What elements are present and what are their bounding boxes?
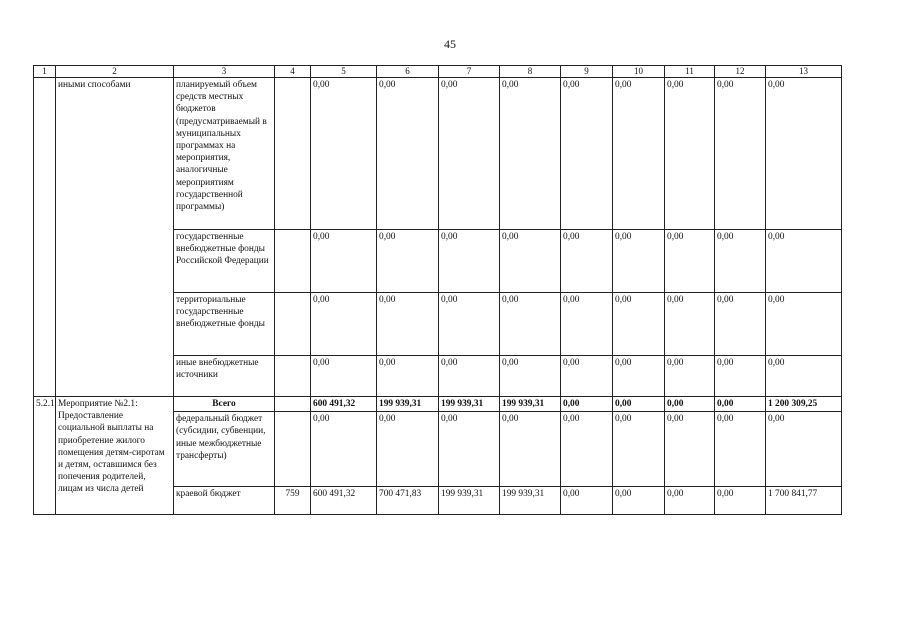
- value-cell: 0,00: [766, 293, 842, 356]
- value-cell: 0,00: [613, 356, 665, 397]
- value-cell: 0,00: [561, 412, 613, 487]
- value-cell: 199 939,31: [377, 397, 439, 412]
- value-cell: 0,00: [613, 78, 665, 230]
- source-cell-total: Всего: [174, 397, 275, 412]
- value-cell: 199 939,31: [500, 487, 561, 515]
- value-cell: 0,00: [613, 230, 665, 293]
- row-number-cell: 5.2.1: [34, 397, 56, 515]
- row-number-cell: [34, 78, 56, 397]
- value-cell: 0,00: [377, 230, 439, 293]
- code-cell: [275, 356, 311, 397]
- col-header: 8: [500, 66, 561, 78]
- value-cell: 0,00: [715, 356, 766, 397]
- value-cell: 0,00: [311, 78, 377, 230]
- value-cell: 0,00: [766, 230, 842, 293]
- value-cell: 0,00: [665, 487, 715, 515]
- value-cell: 0,00: [377, 412, 439, 487]
- source-cell: краевой бюджет: [174, 487, 275, 515]
- value-cell: 0,00: [766, 412, 842, 487]
- table-row-total: [34, 397, 842, 412]
- table-header-row: [34, 66, 842, 78]
- value-cell: 199 939,31: [439, 487, 500, 515]
- value-cell: 0,00: [665, 412, 715, 487]
- source-cell: федеральный бюджет (субсидии, субвенции, иные межбюджетные трансферты): [174, 412, 275, 487]
- code-cell: [275, 397, 311, 412]
- value-cell: 600 491,32: [311, 487, 377, 515]
- value-cell: 0,00: [439, 412, 500, 487]
- value-cell: 0,00: [665, 78, 715, 230]
- table-row: [34, 78, 842, 230]
- value-cell: 0,00: [715, 397, 766, 412]
- source-cell: территориальные государственные внебюджетные фонды: [174, 293, 275, 356]
- code-cell: [275, 78, 311, 230]
- value-cell: 0,00: [377, 356, 439, 397]
- value-cell: 0,00: [715, 293, 766, 356]
- value-cell: 0,00: [439, 230, 500, 293]
- value-cell: 0,00: [439, 78, 500, 230]
- code-cell: [275, 412, 311, 487]
- measure-name-cell: иными способами: [56, 78, 174, 397]
- code-cell: [275, 293, 311, 356]
- col-header: 3: [174, 66, 275, 78]
- value-cell: 0,00: [439, 293, 500, 356]
- value-cell: 0,00: [500, 356, 561, 397]
- col-header: 12: [715, 66, 766, 78]
- value-cell: 0,00: [377, 78, 439, 230]
- value-cell: 0,00: [311, 412, 377, 487]
- col-header: 7: [439, 66, 500, 78]
- value-cell: 0,00: [766, 78, 842, 230]
- value-cell: 0,00: [613, 487, 665, 515]
- value-cell: 0,00: [500, 78, 561, 230]
- col-header: 10: [613, 66, 665, 78]
- value-cell: 0,00: [377, 293, 439, 356]
- page-number: 45: [444, 37, 456, 51]
- col-header: 9: [561, 66, 613, 78]
- value-cell: 0,00: [766, 356, 842, 397]
- source-cell: планируемый объем средств местных бюджетов (предусматриваемый в муниципальных программах на мероприятия, аналогичные мероприятиям государственной программы): [174, 78, 275, 230]
- budget-table: [33, 65, 842, 515]
- value-cell: 0,00: [561, 230, 613, 293]
- value-cell: 0,00: [715, 487, 766, 515]
- value-cell: 0,00: [715, 78, 766, 230]
- value-cell: 0,00: [561, 397, 613, 412]
- value-cell: 1 700 841,77: [766, 487, 842, 515]
- source-cell: государственные внебюджетные фонды Российской Федерации: [174, 230, 275, 293]
- code-cell: [275, 230, 311, 293]
- value-cell: 0,00: [311, 230, 377, 293]
- value-cell: 600 491,32: [311, 397, 377, 412]
- col-header: 11: [665, 66, 715, 78]
- value-cell: 0,00: [613, 397, 665, 412]
- value-cell: 199 939,31: [439, 397, 500, 412]
- value-cell: 0,00: [665, 356, 715, 397]
- value-cell: 0,00: [561, 356, 613, 397]
- value-cell: 0,00: [715, 412, 766, 487]
- value-cell: 0,00: [613, 412, 665, 487]
- col-header: 2: [56, 66, 174, 78]
- value-cell: 199 939,31: [500, 397, 561, 412]
- value-cell: 0,00: [561, 78, 613, 230]
- value-cell: 0,00: [561, 487, 613, 515]
- value-cell: 0,00: [500, 293, 561, 356]
- value-cell: 0,00: [665, 230, 715, 293]
- value-cell: 0,00: [613, 293, 665, 356]
- col-header: 13: [766, 66, 842, 78]
- value-cell: 0,00: [311, 293, 377, 356]
- value-cell: 0,00: [500, 230, 561, 293]
- col-header: 1: [34, 66, 56, 78]
- measure-name-cell: Мероприятие №2.1: Предоставление социальной выплаты на приобретение жилого помещения детям-сиротам и детям, оставшимся без попечения родителей, лицам из числа детей: [56, 397, 174, 515]
- value-cell: 0,00: [665, 293, 715, 356]
- value-cell: 0,00: [665, 397, 715, 412]
- source-cell: иные внебюджетные источники: [174, 356, 275, 397]
- value-cell: 0,00: [500, 412, 561, 487]
- value-cell: 0,00: [311, 356, 377, 397]
- col-header: 5: [311, 66, 377, 78]
- value-cell: 0,00: [439, 356, 500, 397]
- col-header: 6: [377, 66, 439, 78]
- value-cell: 0,00: [561, 293, 613, 356]
- value-cell: 0,00: [715, 230, 766, 293]
- col-header: 4: [275, 66, 311, 78]
- code-cell: 759: [275, 487, 311, 515]
- value-cell: 1 200 309,25: [766, 397, 842, 412]
- value-cell: 700 471,83: [377, 487, 439, 515]
